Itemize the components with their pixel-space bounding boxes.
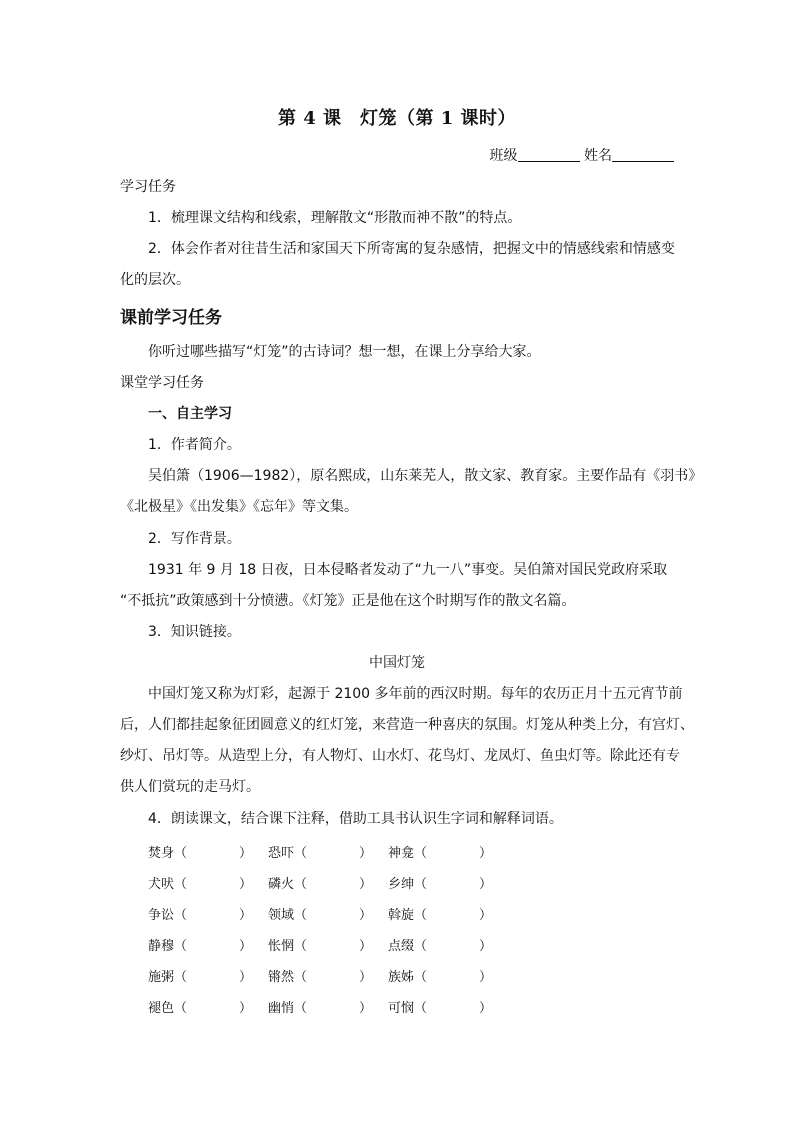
item-1: 1．作者简介。 xyxy=(148,437,241,453)
author-line-2: 《北极星》《出发集》《忘年》等文集。 xyxy=(120,499,358,515)
link-line-3: 纱灯、吊灯等。从造型上分，有人物灯、山水灯、花鸟灯、龙凤灯、鱼虫灯等。除此还有专 xyxy=(120,748,680,764)
class-label: 班级 xyxy=(489,148,518,164)
vocab-item: 可悯（ ） xyxy=(388,1001,493,1016)
name-blank xyxy=(612,147,674,162)
class-tasks-heading: 课堂学习任务 xyxy=(120,375,204,391)
section-tasks: 学习任务 xyxy=(120,179,176,195)
vocab-grid xyxy=(148,842,508,1028)
vocab-item: 静穆（ ） xyxy=(148,939,253,954)
vocab-row xyxy=(148,904,508,935)
vocab-row xyxy=(148,997,508,1028)
vocab-item: 斡旋（ ） xyxy=(388,908,493,923)
class-blank xyxy=(518,147,580,162)
class-name-line xyxy=(490,145,674,165)
vocab-row xyxy=(148,935,508,966)
vocab-item: 施粥（ ） xyxy=(148,970,253,985)
link-title: 中国灯笼 xyxy=(369,655,425,671)
item-3: 3．知识链接。 xyxy=(148,624,241,640)
vocab-item: 犬吠（ ） xyxy=(148,877,253,892)
vocab-item: 焚身（ ） xyxy=(148,846,253,861)
vocab-item: 神龛（ ） xyxy=(388,846,493,861)
vocab-item: 怅惘（ ） xyxy=(268,939,373,954)
background-line-1: 1931 年 9 月 18 日夜，日本侵略者发动了“九一八”事变。吴伯箫对国民党政府采取 xyxy=(148,562,668,578)
vocab-item: 锵然（ ） xyxy=(268,970,373,985)
link-line-2: 后，人们都挂起象征团圆意义的红灯笼，来营造一种喜庆的氛围。灯笼从种类上分，有宫灯、 xyxy=(120,717,694,733)
task-2-line-2: 化的层次。 xyxy=(120,272,190,288)
task-2-line-1: 2．体会作者对往昔生活和家国天下所寄寓的复杂感情，把握文中的情感线索和情感变 xyxy=(148,241,675,257)
item-2: 2．写作背景。 xyxy=(148,531,241,547)
vocab-item: 领域（ ） xyxy=(268,908,373,923)
vocab-row xyxy=(148,873,508,904)
self-study-heading: 一、自主学习 xyxy=(148,406,232,422)
vocab-item: 褪色（ ） xyxy=(148,1001,253,1016)
item-4: 4．朗读课文，结合课下注释，借助工具书认识生字词和解释词语。 xyxy=(148,811,563,827)
page-title: 第 4 课 灯笼（第 1 课时） xyxy=(277,108,517,129)
vocab-item: 点缀（ ） xyxy=(388,939,493,954)
vocab-row xyxy=(148,842,508,873)
task-1: 1．梳理课文结构和线索，理解散文“形散而神不散”的特点。 xyxy=(148,210,522,226)
link-line-4: 供人们赏玩的走马灯。 xyxy=(120,779,260,795)
pre-class-heading: 课前学习任务 xyxy=(120,308,222,328)
author-line-1: 吴伯箫（1906—1982），原名熙成，山东莱芜人，散文家、教育家。主要作品有《羽书》 xyxy=(148,468,703,484)
pre-class-text: 你听过哪些描写“灯笼”的古诗词？想一想，在课上分享给大家。 xyxy=(148,344,541,360)
name-label: 姓名 xyxy=(584,148,612,164)
vocab-item: 恐吓（ ） xyxy=(268,846,373,861)
link-line-1: 中国灯笼又称为灯彩，起源于 2100 多年前的西汉时期。每年的农历正月十五元宵节前 xyxy=(148,686,683,702)
vocab-row xyxy=(148,966,508,997)
vocab-item: 磷火（ ） xyxy=(268,877,373,892)
vocab-item: 幽悄（ ） xyxy=(268,1001,373,1016)
vocab-item: 乡绅（ ） xyxy=(388,877,493,892)
vocab-item: 争讼（ ） xyxy=(148,908,253,923)
background-line-2: “不抵抗”政策感到十分愤懑。《灯笼》正是他在这个时期写作的散文名篇。 xyxy=(120,593,576,609)
vocab-item: 族姊（ ） xyxy=(388,970,493,985)
